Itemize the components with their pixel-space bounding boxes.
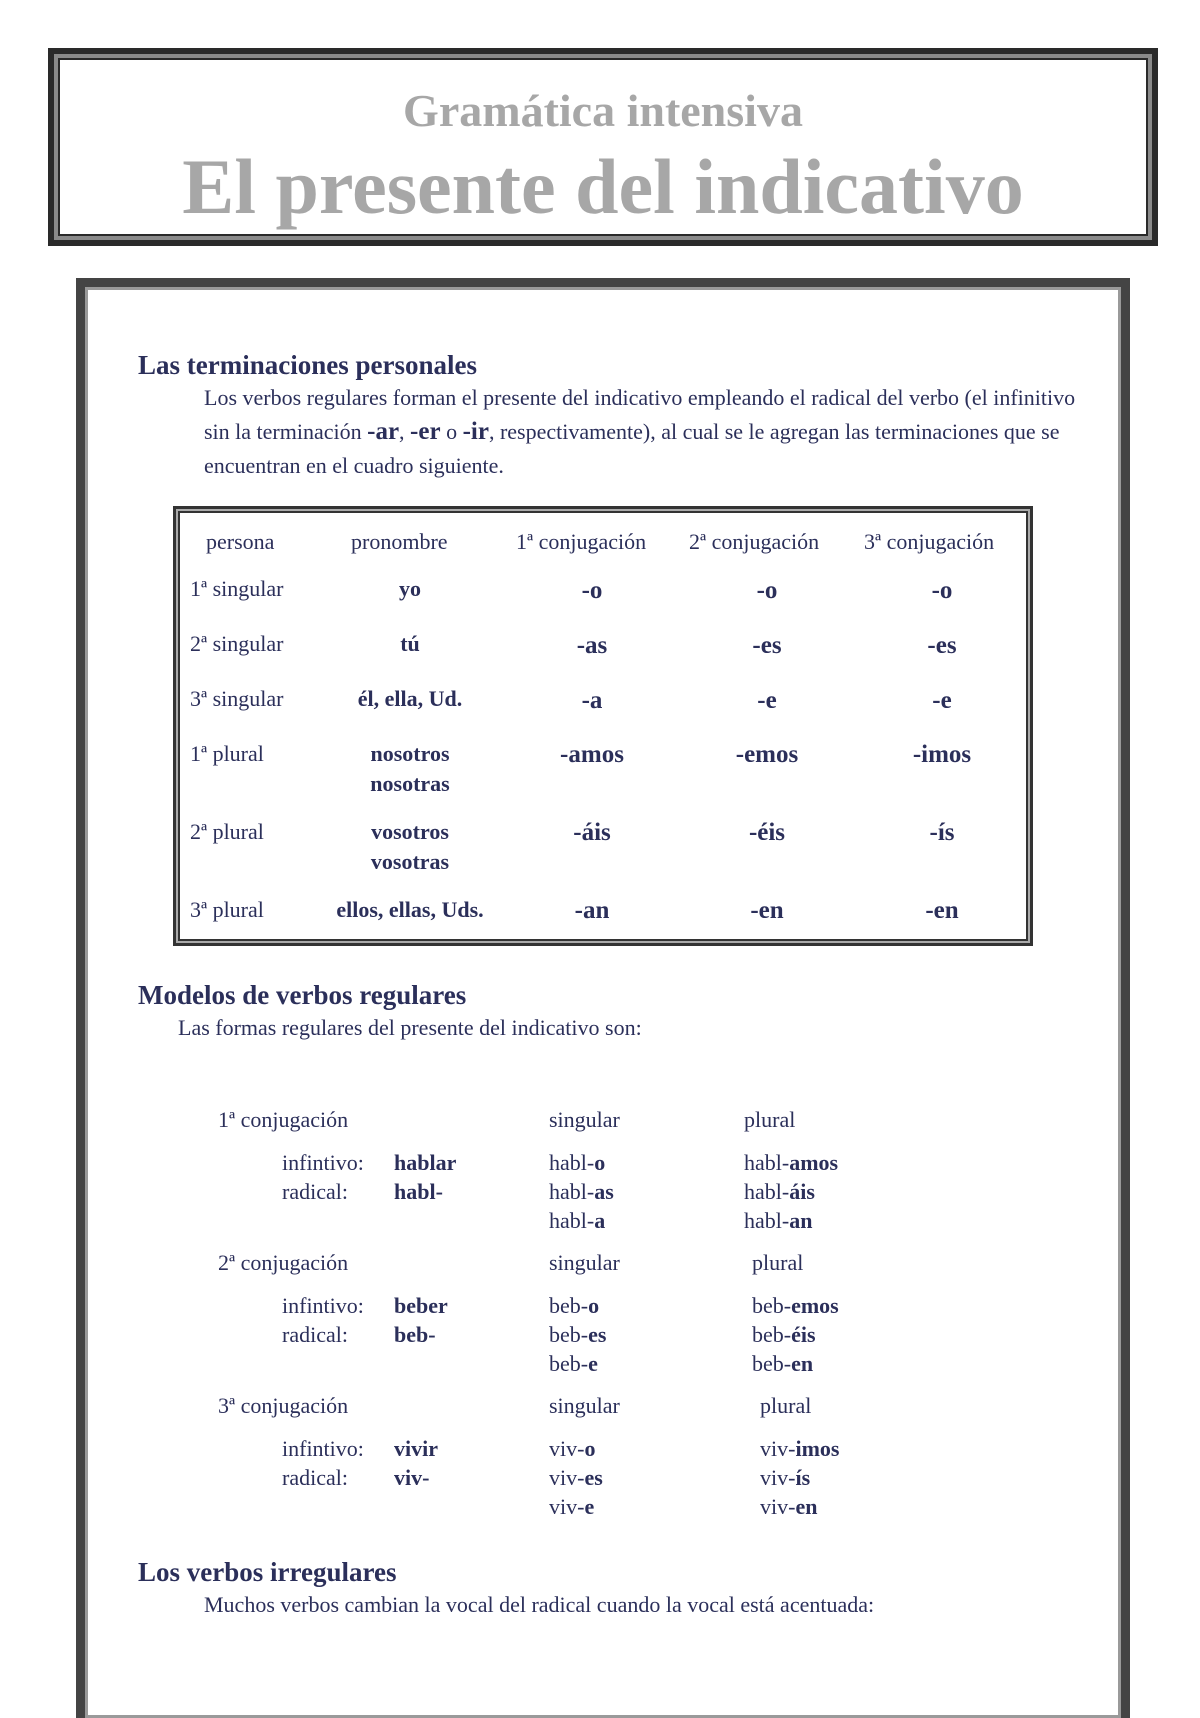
ending: en bbox=[791, 1351, 814, 1376]
infinitive-label: infintivo: bbox=[282, 1293, 364, 1318]
stem: habl- bbox=[549, 1208, 595, 1233]
table-header: 1ª conjugación bbox=[516, 529, 647, 554]
ending: e bbox=[584, 1494, 595, 1519]
ending: o bbox=[584, 1436, 596, 1461]
ending: o bbox=[594, 1150, 606, 1175]
ending: o bbox=[588, 1293, 600, 1318]
stem: beb- bbox=[752, 1351, 792, 1376]
stem: viv- bbox=[549, 1465, 585, 1490]
conjugated-form bbox=[549, 1436, 595, 1462]
infinitive-value: vivir bbox=[394, 1436, 438, 1461]
stem: beb- bbox=[752, 1322, 792, 1347]
table-cell-ending: -imos bbox=[912, 741, 972, 768]
conjugated-form bbox=[752, 1322, 816, 1348]
stem: viv- bbox=[760, 1494, 796, 1519]
table-cell-ending: -en bbox=[750, 897, 784, 924]
table-header: pronombre bbox=[351, 529, 448, 554]
pronoun: vosotros bbox=[371, 819, 449, 844]
table-header: 2ª conjugación bbox=[689, 529, 820, 554]
section-heading-terminaciones: Las terminaciones personales bbox=[138, 350, 477, 380]
table-cell-ending: -o bbox=[756, 577, 778, 604]
table-cell-ending: -an bbox=[574, 897, 610, 924]
conjugated-form bbox=[744, 1208, 812, 1234]
table-cell-ending: -o bbox=[581, 577, 603, 604]
conjugated-form bbox=[549, 1494, 594, 1520]
model-singular-label: singular bbox=[549, 1107, 620, 1132]
table-cell-ending: -en bbox=[925, 897, 959, 924]
model-label: 2ª conjugación bbox=[218, 1250, 349, 1275]
table-cell-ending: -as bbox=[576, 632, 608, 659]
table-cell-pronombre bbox=[310, 574, 510, 604]
paragraph-text: , respectivamente), al cual se le agregan las terminaciones que se encuentran en el cuadro siguiente. bbox=[204, 419, 1060, 478]
conjugated-form bbox=[549, 1293, 599, 1319]
table-cell-ending: -a bbox=[581, 687, 603, 714]
stem: beb- bbox=[549, 1351, 589, 1376]
radical-label: radical: bbox=[282, 1179, 348, 1204]
conjugated-form bbox=[549, 1208, 605, 1234]
ending: es bbox=[584, 1465, 603, 1490]
model-plural-label: plural bbox=[752, 1250, 804, 1275]
pronoun: yo bbox=[399, 576, 421, 601]
terminaciones-paragraph bbox=[204, 381, 1084, 483]
table-cell-persona: 1ª plural bbox=[190, 741, 264, 766]
table-cell-persona: 2ª plural bbox=[190, 819, 264, 844]
endings-table bbox=[173, 506, 1033, 946]
radical-value: beb- bbox=[394, 1322, 436, 1347]
title-box bbox=[48, 48, 1158, 246]
infinitive-label: infintivo: bbox=[282, 1436, 364, 1461]
section-heading-modelos: Modelos de verbos regulares bbox=[138, 980, 467, 1010]
table-cell-persona: 3ª singular bbox=[190, 686, 284, 711]
modelos-intro: Las formas regulares del presente del indicativo son: bbox=[178, 1015, 642, 1040]
ending-ar: -ar bbox=[367, 418, 400, 445]
radical-label: radical: bbox=[282, 1322, 348, 1347]
conjugated-form bbox=[760, 1494, 817, 1520]
stem: viv- bbox=[760, 1465, 796, 1490]
separator: , bbox=[399, 419, 411, 444]
table-cell-persona: 2ª singular bbox=[190, 631, 284, 656]
page-title: El presente del indicativo bbox=[182, 143, 1024, 230]
conjugated-form bbox=[549, 1351, 598, 1377]
table-cell-pronombre bbox=[310, 895, 510, 925]
stem: beb- bbox=[549, 1322, 589, 1347]
stem: habl- bbox=[549, 1179, 595, 1204]
infinitive-label: infintivo: bbox=[282, 1150, 364, 1175]
conjugated-form bbox=[744, 1179, 815, 1205]
stem: habl- bbox=[744, 1208, 790, 1233]
table-cell-pronombre bbox=[310, 684, 510, 714]
conjugated-form bbox=[760, 1465, 810, 1491]
ending-ir: -ir bbox=[462, 418, 489, 445]
conjugated-form bbox=[760, 1436, 839, 1462]
ending: ís bbox=[795, 1465, 811, 1490]
ending: a bbox=[594, 1208, 606, 1233]
infinitive-value: hablar bbox=[394, 1150, 457, 1175]
page-subtitle: Gramática intensiva bbox=[403, 85, 803, 136]
ending: éis bbox=[791, 1322, 816, 1347]
table-cell-ending: -áis bbox=[573, 819, 611, 846]
model-label: 3ª conjugación bbox=[218, 1393, 349, 1418]
conjugated-form bbox=[549, 1150, 605, 1176]
stem: beb- bbox=[549, 1293, 589, 1318]
table-cell-ending: -e bbox=[932, 687, 952, 714]
conjugated-form bbox=[744, 1150, 838, 1176]
table-cell-ending: -amos bbox=[560, 741, 624, 768]
conjugated-form bbox=[549, 1465, 603, 1491]
table-cell-ending: -ís bbox=[929, 819, 955, 846]
table-cell-ending: -emos bbox=[735, 741, 799, 768]
table-header: 3ª conjugación bbox=[864, 529, 995, 554]
conjugated-form bbox=[752, 1351, 813, 1377]
table-cell-ending: -éis bbox=[748, 819, 786, 846]
ending: amos bbox=[789, 1150, 839, 1175]
stem: habl- bbox=[744, 1179, 790, 1204]
pronoun: él, ella, Ud. bbox=[357, 686, 463, 711]
section-heading-irregulares: Los verbos irregulares bbox=[138, 1557, 397, 1587]
pronoun: tú bbox=[400, 631, 420, 656]
model-singular-label: singular bbox=[549, 1250, 620, 1275]
ending: imos bbox=[795, 1436, 840, 1461]
ending: emos bbox=[791, 1293, 839, 1318]
model-singular-label: singular bbox=[549, 1393, 620, 1418]
stem: viv- bbox=[549, 1436, 585, 1461]
table-cell-ending: -o bbox=[931, 577, 953, 604]
conjugated-form bbox=[549, 1179, 614, 1205]
radical-value: viv- bbox=[394, 1465, 430, 1490]
paragraph-text: Los verbos regulares forman el presente del indicativo empleando el radical del verbo (el infinitivo sin la terminación bbox=[204, 385, 1076, 444]
ending-er: -er bbox=[410, 418, 441, 445]
radical-value: habl- bbox=[394, 1179, 443, 1204]
separator: o bbox=[440, 419, 463, 444]
table-cell-persona: 3ª plural bbox=[190, 897, 264, 922]
ending: e bbox=[588, 1351, 598, 1376]
stem: viv- bbox=[760, 1436, 796, 1461]
stem: viv- bbox=[549, 1494, 585, 1519]
table-header: persona bbox=[206, 529, 275, 554]
ending: as bbox=[594, 1179, 614, 1204]
model-plural-label: plural bbox=[744, 1107, 796, 1132]
ending: an bbox=[789, 1208, 813, 1233]
table-cell-pronombre bbox=[310, 817, 510, 877]
stem: beb- bbox=[752, 1293, 792, 1318]
ending: áis bbox=[789, 1179, 815, 1204]
table-cell-ending: -es bbox=[927, 632, 957, 659]
radical-label: radical: bbox=[282, 1465, 348, 1490]
pronoun: ellos, ellas, Uds. bbox=[336, 897, 484, 922]
infinitive-value: beber bbox=[394, 1293, 448, 1318]
pronoun: nosotras bbox=[370, 771, 450, 796]
pronoun: vosotras bbox=[370, 849, 450, 874]
ending: en bbox=[795, 1494, 818, 1519]
stem: habl- bbox=[744, 1150, 790, 1175]
conjugated-form bbox=[549, 1322, 606, 1348]
ending: es bbox=[588, 1322, 607, 1347]
conjugated-form bbox=[752, 1293, 839, 1319]
model-label: 1ª conjugación bbox=[218, 1107, 349, 1132]
stem: habl- bbox=[549, 1150, 595, 1175]
model-plural-label: plural bbox=[760, 1393, 812, 1418]
irregulares-intro: Muchos verbos cambian la vocal del radical cuando la vocal está acentuada: bbox=[204, 1592, 875, 1617]
table-cell-pronombre bbox=[310, 629, 510, 659]
table-cell-ending: -e bbox=[757, 687, 777, 714]
table-cell-ending: -es bbox=[752, 632, 782, 659]
table-cell-pronombre bbox=[310, 739, 510, 799]
pronoun: nosotros bbox=[370, 741, 450, 766]
table-cell-persona: 1ª singular bbox=[190, 576, 284, 601]
